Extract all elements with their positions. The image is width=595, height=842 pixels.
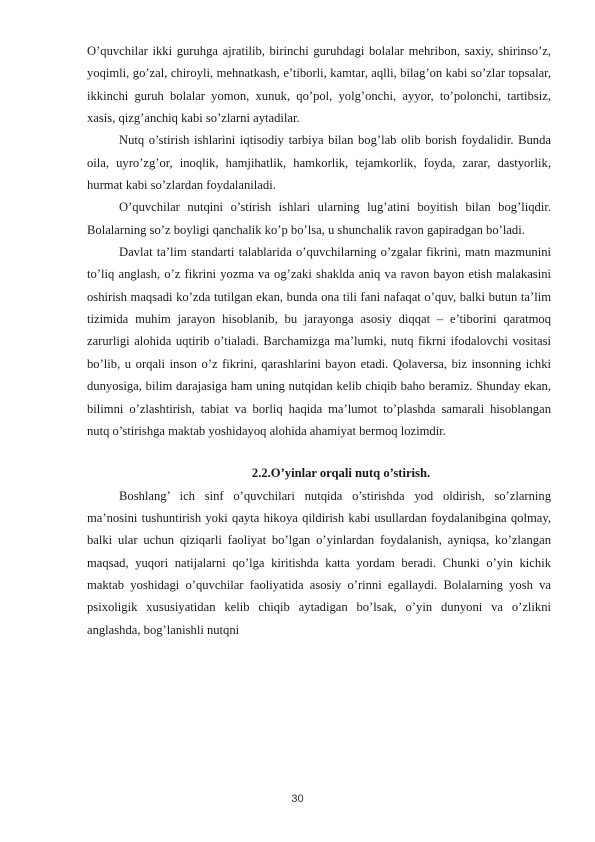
paragraph-2: Nutq o’stirish ishlarini iqtisodiy tarbiya bilan bog’lab olib borish foydalidir. Bunda oila, uyro’zg’or, inoqlik, hamjihatlik, hamkorlik, tejamkorlik, foyda, zarar, dastyorlik, hurmat kabi so’zlardan foydalaniladi. — [87, 133, 551, 193]
section-paragraph: Boshlang’ ich sinf o’quvchilari nutqida o’stirishda yod oldirish, so’zlarning ma’nosini tushuntirish yoki qayta hikoya qildirish kabi usullardan foydalanibgina qolmay, balki ular uchun qiziqarli faoliyat bo’lgan o’yinlardan foydalanish, ayniqsa, ko’zlangan maqsad, yuqori natijalarni qo’lga kiritishda katta yordam beradi. Chunki o’yin kichik maktab yoshidagi o’quvchilar faoliyatida asosiy o’rinni egallaydi. Bolalarning yosh va psixoligik xususiyatidan kelib chiqib aytadigan bo’lsak, o’yin dunyoni va o’zlikni anglashda, bog’lanishli nutqni — [87, 488, 551, 637]
paragraph-1: O’quvchilar ikki guruhga ajratilib, birinchi guruhdagi bolalar mehribon, saxiy, shirinso’z, yoqimli, go’zal, chiroyli, mehnatkash, e’tiborli, kamtar, aqlli, bilag’on kabi so’zlar topsalar, ikkinchi guruh bolalar yomon, xunuk, qo’pol, yolg’onchi, ayyor, to’polonchi, tartibsiz, xasis, qizg’anchiq kabi so’zlarni aytadilar. — [87, 44, 551, 126]
document-page — [87, 40, 551, 641]
page-number: 30 — [291, 793, 304, 805]
paragraph-4: Davlat ta’lim standarti talablarida o’quvchilarning o’zgalar fikrini, matn mazmunini to’liq anglash, o’z fikrini yozma va og’zaki shaklda aniq va ravon bayon etish malakasini oshirish maqsadi ko’zda tutilgan ekan, bunda ona tili fani nafaqat o’quv, balki butun ta’lim tizimida muhim jarayon hisoblanib, bu jarayonga asosiy diqqat – e’tiborini qaratmoq zarurligi alohida uqtirib o’tialadi. Barchamizga ma’lumki, nutq fikrni ifodalovchi vositasi bo’lib, u orqali inson o’z fikrini, qarashlarini bayon etadi. Qolaversa, biz insonning ichki dunyosiga, bilim darajasiga ham uning nutqidan kelib chiqib baho beramiz. Shunday ekan, bilimni o’zlashtirish, tabiat va borliq haqida ma’lumot to’plashda samarali hisoblangan nutq o’stirishga maktab yoshidayoq alohida ahamiyat bermoq lozimdir. — [87, 245, 551, 438]
paragraph-3: O’quvchilar nutqini o’stirish ishlari ularning lug’atini boyitish bilan bog’liqdir. Bolalarning so’z boyligi qanchalik ko’p bo’lsa, u shunchalik ravon gapiradgan bo’ladi. — [87, 200, 551, 237]
section-heading: 2.2.O’yinlar orqali nutq o’stirish. — [251, 466, 431, 481]
